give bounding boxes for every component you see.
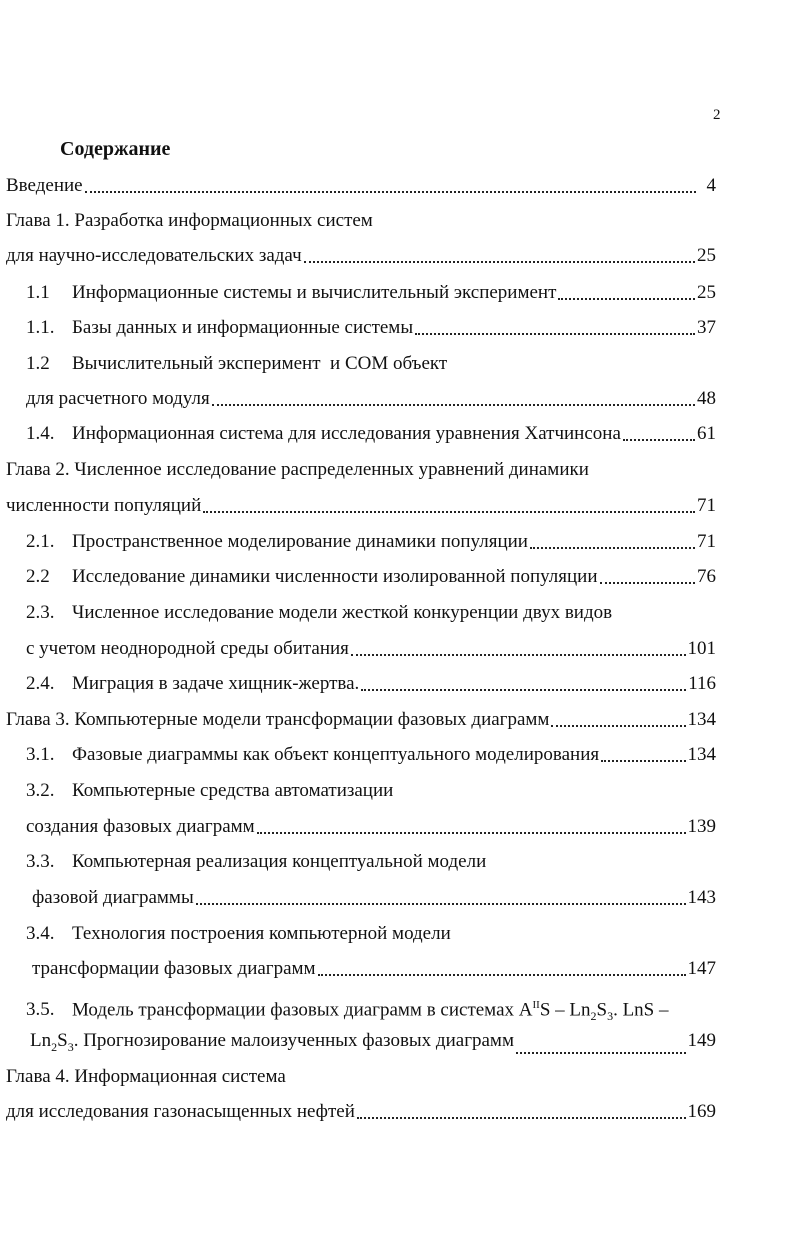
toc-section-2-3[interactable] [26, 636, 716, 662]
toc-section-number: 3.3. [26, 851, 55, 872]
toc-section-1-1b[interactable] [26, 315, 716, 341]
leader-dots [601, 760, 685, 762]
page-number: 2 [713, 107, 721, 123]
toc-entry-text: Фазовые диаграммы как объект концептуального моделирования [72, 744, 600, 765]
toc-section-3-5-title[interactable] [26, 992, 669, 1029]
leader-dots [257, 832, 686, 834]
toc-entry-text: Исследование динамики численности изолированной популяции [72, 566, 598, 587]
toc-page: 25 [697, 245, 716, 266]
toc-page: 169 [687, 1101, 716, 1122]
toc-section-number: 2.4. [26, 673, 55, 694]
toc-section-number: 3.1. [26, 744, 55, 765]
toc-section-number: 1.1. [26, 317, 55, 338]
toc-entry-text: Численное исследование модели жесткой конкуренции двух видов [72, 602, 613, 623]
leader-dots [415, 333, 695, 335]
toc-page: 71 [697, 531, 716, 552]
toc-section-number: 2.1. [26, 531, 55, 552]
toc-section-3-2-title[interactable] [26, 778, 393, 804]
page-title: Содержание [60, 138, 171, 160]
toc-section-2-4[interactable] [26, 671, 716, 697]
leader-dots [357, 1117, 686, 1119]
toc-entry-text: Модель трансформации фазовых диаграмм в системах $A^{II}S - Ln_2S_3$. LnS – [72, 999, 669, 1024]
toc-entry-text: создания фазовых диаграмм [26, 816, 255, 837]
toc-section-3-1[interactable] [26, 742, 716, 768]
toc-entry-text: Глава 2. Численное исследование распределенных уравнений динамики [6, 459, 589, 480]
toc-page: 143 [687, 887, 716, 908]
toc-page: 4 [706, 175, 716, 196]
toc-section-3-2[interactable] [26, 814, 716, 840]
toc-page: 71 [697, 495, 716, 516]
toc-entry-text: Информационная система для исследования уравнения Хатчинсона [72, 423, 621, 444]
toc-section-number: 1.1 [26, 282, 50, 303]
toc-entry-text: численности популяций [6, 495, 202, 516]
toc-entry-text: Вычислительный эксперимент и СОМ объект [72, 353, 448, 374]
toc-entry-text: Информационные системы и вычислительный эксперимент [72, 282, 557, 303]
leader-dots [623, 439, 695, 441]
toc-page: 48 [697, 388, 716, 409]
toc-section-number: 2.2 [26, 566, 50, 587]
toc-chapter-2[interactable] [6, 493, 716, 519]
toc-chapter-3[interactable] [6, 707, 716, 733]
leader-dots [203, 511, 695, 513]
toc-chapter-2-title[interactable] [6, 457, 589, 483]
leader-dots [530, 547, 695, 549]
toc-page: 147 [687, 958, 716, 979]
toc-entry-text: с учетом неоднородной среды обитания [26, 638, 349, 659]
toc-entry-text: Глава 4. Информационная система [6, 1066, 286, 1087]
toc-section-1-2-title[interactable] [26, 351, 447, 377]
toc-page: 134 [687, 744, 716, 765]
leader-dots [361, 689, 686, 691]
leader-dots [318, 974, 686, 976]
toc-entry-text: для научно-исследовательских задач [6, 245, 302, 266]
toc-section-number: 1.2 [26, 353, 50, 374]
toc-section-2-1[interactable] [26, 529, 716, 555]
leader-dots [516, 1052, 686, 1054]
leader-dots [85, 191, 696, 193]
toc-entry-text: Миграция в задаче хищник-жертва. [72, 673, 360, 694]
toc-chapter-4[interactable] [6, 1099, 716, 1125]
toc-section-1-2[interactable] [26, 386, 716, 412]
toc-page: 116 [688, 673, 716, 694]
toc-entry-text: Компьютерная реализация концептуальной модели [72, 851, 487, 872]
toc-entry-text: Введение [6, 175, 83, 196]
toc-entry-text: Компьютерные средства автоматизации [72, 780, 394, 801]
leader-dots [212, 404, 695, 406]
toc-section-3-3-title[interactable] [26, 849, 486, 875]
toc-entry-text: $Ln_2S_3$. Прогнозирование малоизученных фазовых диаграмм [30, 1030, 514, 1054]
toc-section-2-2[interactable] [26, 564, 716, 590]
toc-entry-text: Глава 3. Компьютерные модели трансформации фазовых диаграмм [6, 709, 550, 730]
toc-page: 61 [697, 423, 716, 444]
toc-entry-text: Глава 1. Разработка информационных систем [6, 210, 373, 231]
leader-dots [551, 725, 685, 727]
toc-entry-text: Технология построения компьютерной модели [72, 923, 451, 944]
toc-chapter-4-title[interactable] [6, 1064, 286, 1090]
toc-entry-intro[interactable] [6, 173, 716, 199]
toc-page: 101 [687, 638, 716, 659]
toc-section-3-4-title[interactable] [26, 921, 451, 947]
toc-section-3-3[interactable] [32, 885, 716, 911]
toc-page: 139 [687, 816, 716, 837]
toc-section-3-5[interactable] [30, 1028, 716, 1060]
toc-section-number: 1.4. [26, 423, 55, 444]
toc-entry-text: фазовой диаграммы [32, 887, 194, 908]
toc-entry-text: для исследования газонасыщенных нефтей [6, 1101, 355, 1122]
toc-page: 76 [697, 566, 716, 587]
toc-section-number: 3.5. [26, 999, 55, 1021]
leader-dots [304, 261, 695, 263]
toc-section-1-4[interactable] [26, 421, 716, 447]
leader-dots [196, 903, 686, 905]
toc-section-number: 3.2. [26, 780, 55, 801]
toc-entry-text: трансформации фазовых диаграмм [32, 958, 316, 979]
toc-entry-text: для расчетного модуля [26, 388, 210, 409]
toc-section-3-4[interactable] [32, 956, 716, 982]
leader-dots [600, 582, 696, 584]
toc-chapter-1-title[interactable] [6, 208, 373, 234]
toc-section-1-1[interactable] [26, 280, 716, 306]
toc-entry-text: Базы данных и информационные системы [72, 317, 414, 338]
toc-chapter-1[interactable] [6, 243, 716, 269]
toc-page: 37 [697, 317, 716, 338]
leader-dots [558, 298, 695, 300]
toc-section-number: 3.4. [26, 923, 55, 944]
toc-page: 134 [687, 709, 716, 730]
toc-page: 25 [697, 282, 716, 303]
toc-entry-text: Пространственное моделирование динамики популяции [72, 531, 528, 552]
toc-section-number: 2.3. [26, 602, 55, 623]
leader-dots [351, 654, 686, 656]
toc-page: 149 [687, 1030, 716, 1051]
toc-section-2-3-title[interactable] [26, 600, 612, 626]
